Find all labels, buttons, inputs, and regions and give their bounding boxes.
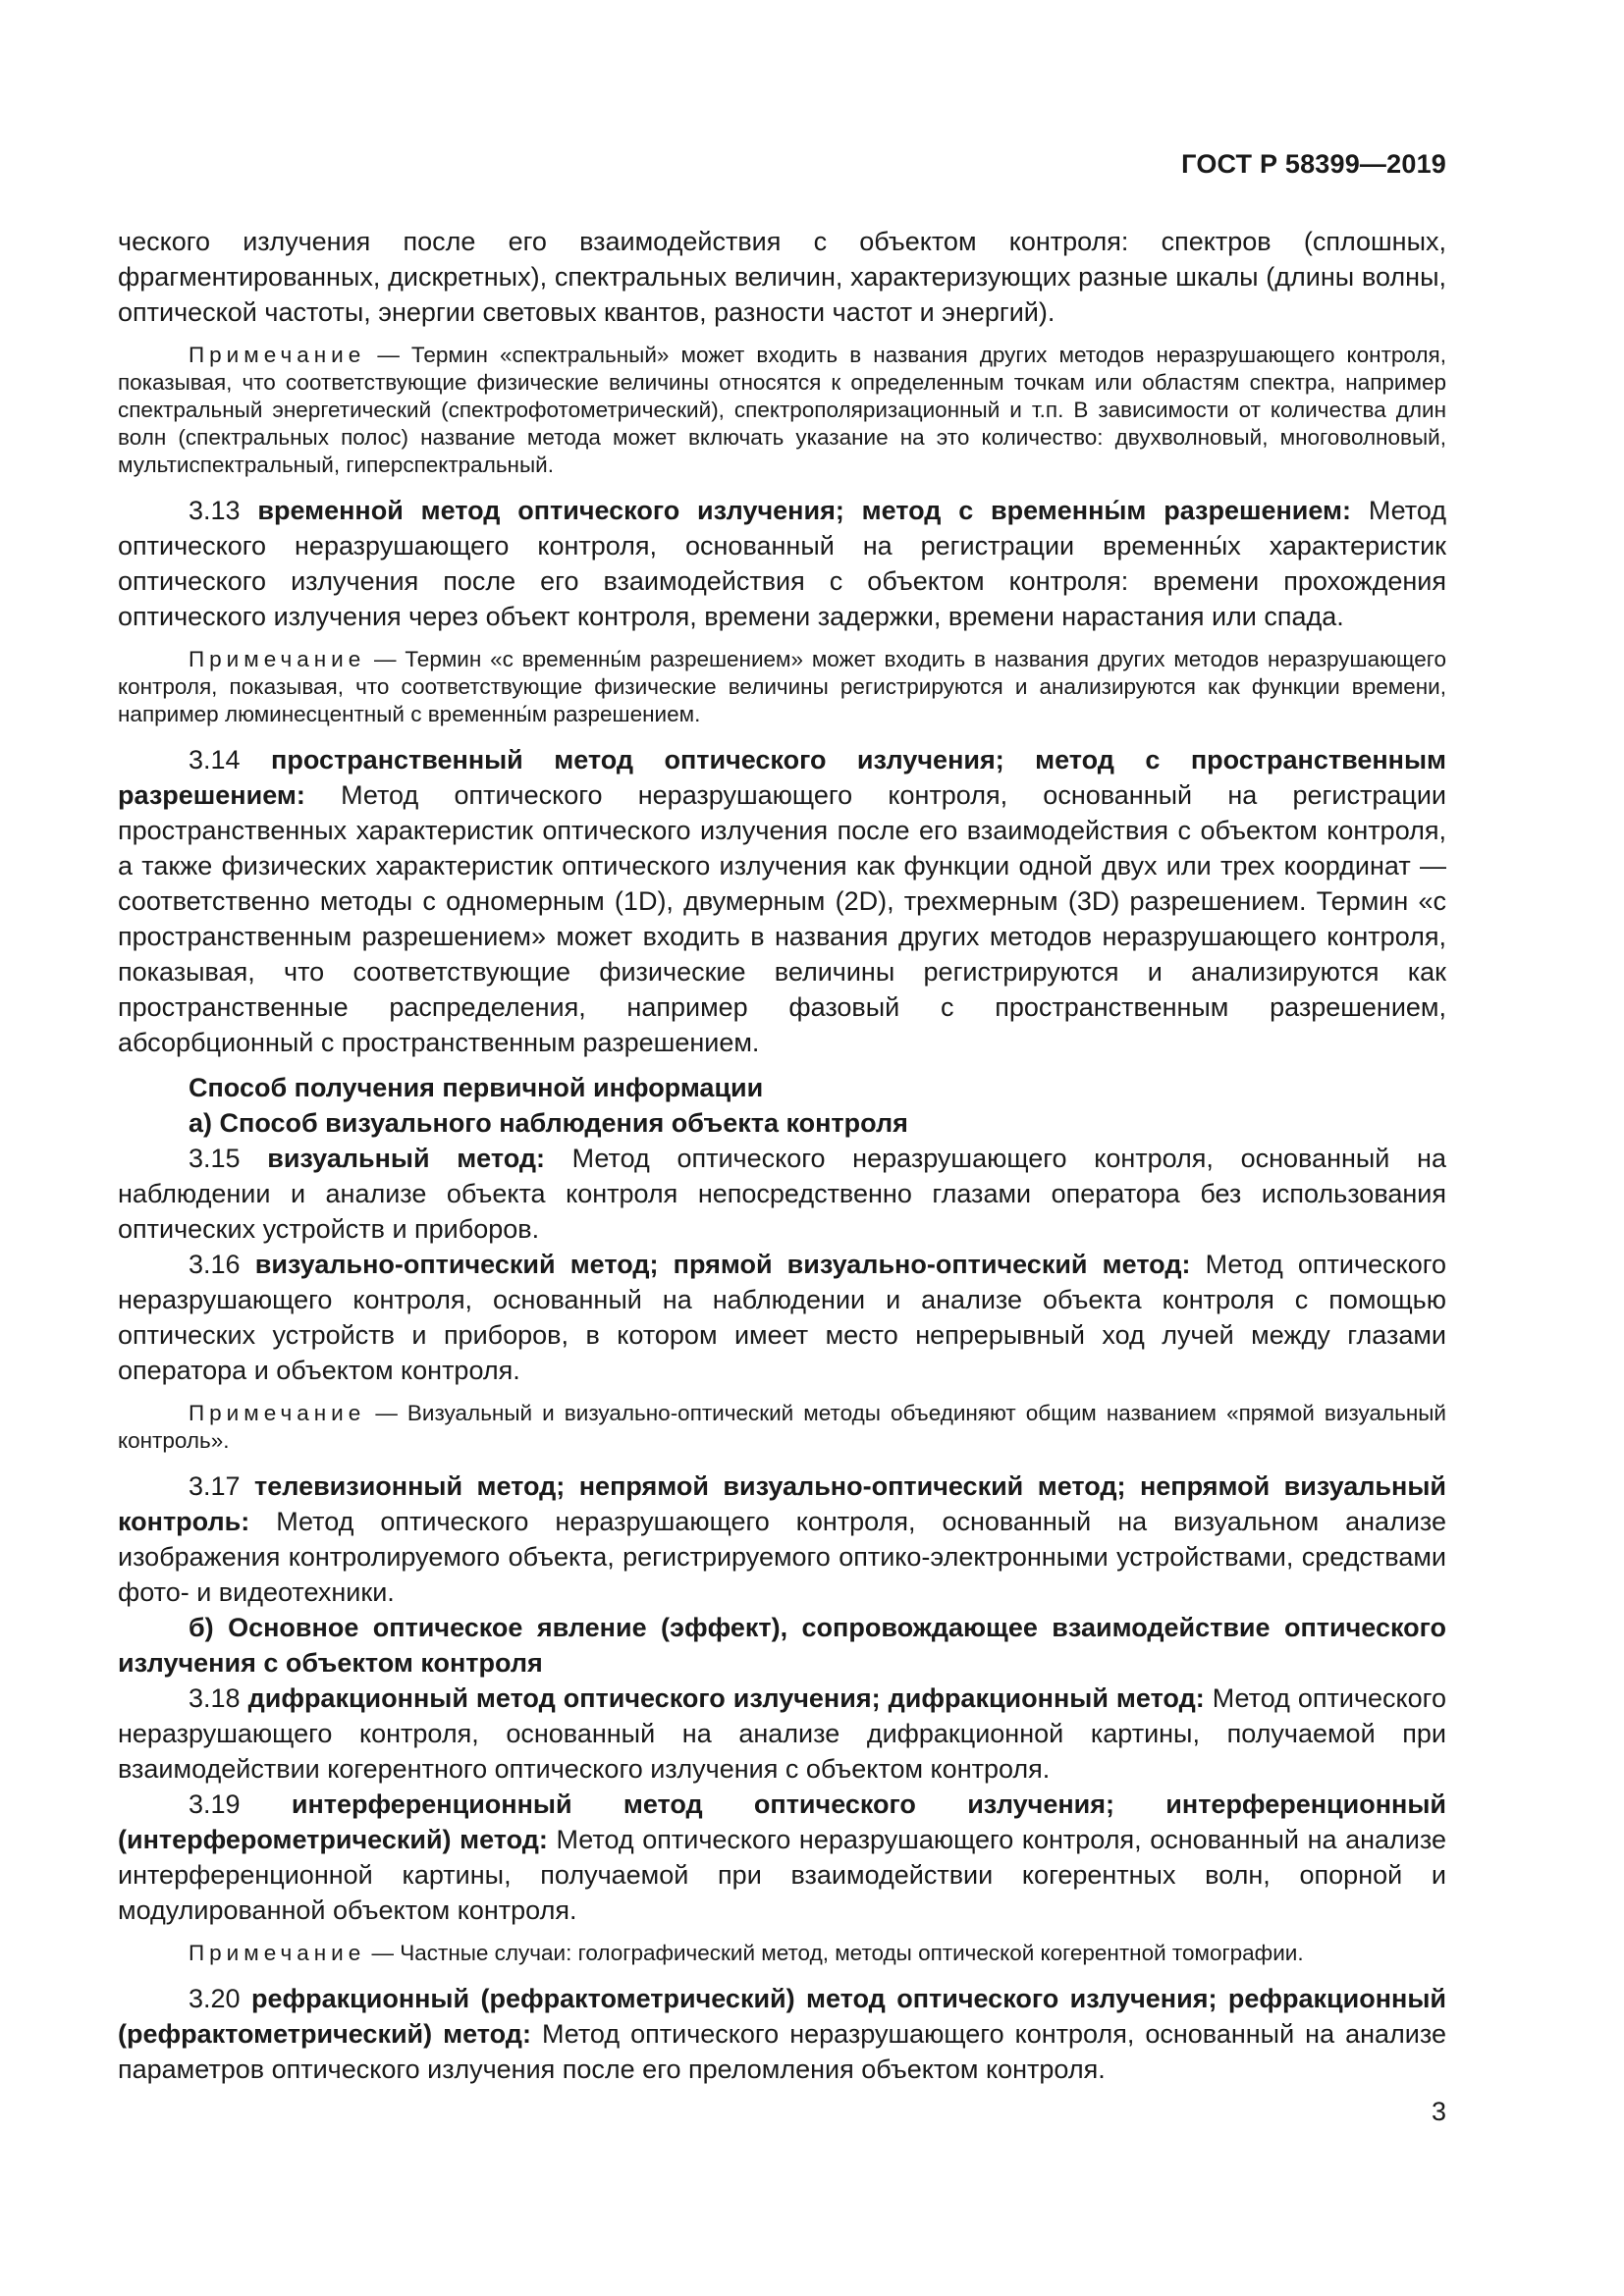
heading-visual-observation: а) Способ визуального наблюдения объекта контроля xyxy=(189,1108,908,1138)
note-text: — Термин «с временны́м разрешением» может входить в названия других методов неразрушающего контроля, показывая, что соответствующие физические величины регистрируются и анализируются как функции времени, например люминесцентный с временны́м разрешением. xyxy=(118,647,1446,726)
page-number: 3 xyxy=(1431,2097,1446,2126)
section-definition: Метод оптического неразрушающего контроля, основанный на анализе интерференционной картины, получаемой при взаимодействии когерентных волн, опорной и модулированной объектом контроля. xyxy=(118,1825,1446,1925)
section-definition: Метод оптического неразрушающего контроля, основанный на наблюдении и анализе объекта контроля непосредственно глазами оператора без использования оптических устройств и приборов. xyxy=(118,1144,1446,1244)
section-term: визуальный метод: xyxy=(267,1144,545,1173)
section-definition: Метод оптического неразрушающего контроля, основанный на регистрации временны́х характеристик оптического излучения после его взаимодействия с объектом контроля: времени прохождения оптического излучения через объект контроля, времени задержки, времени нарастания или спада. xyxy=(118,496,1446,631)
section-3-16 xyxy=(118,1247,1446,1388)
note-label: Примечание xyxy=(189,647,366,671)
note-text: — Визуальный и визуально-оптический методы объединяют общим названием «прямой визуальный контроль». xyxy=(118,1401,1446,1453)
section-term: временной метод оптического излучения; метод с временны́м разрешением: xyxy=(257,496,1352,525)
section-number: 3.16 xyxy=(189,1250,241,1279)
section-3-19 xyxy=(118,1787,1446,1928)
section-number: 3.13 xyxy=(189,496,241,525)
section-term: дифракционный метод оптического излучения; дифракционный метод: xyxy=(247,1683,1205,1713)
heading-primary-info: Способ получения первичной информации xyxy=(189,1073,764,1102)
section-term: телевизионный метод; непрямой визуально-оптический метод; непрямой визуальный контроль: xyxy=(118,1471,1446,1536)
note-spectral xyxy=(118,342,1446,479)
note-label: Примечание xyxy=(189,1401,366,1425)
section-term: пространственный метод оптического излучения; метод с пространственным разрешением: xyxy=(118,745,1446,810)
section-definition: Метод оптического неразрушающего контроля, основанный на анализе параметров оптического излучения после его преломления объектом контроля. xyxy=(118,2019,1446,2084)
section-definition: Метод оптического неразрушающего контроля, основанный на визуальном анализе изображения контролируемого объекта, регистрируемого оптико-электронными устройствами, средствами фото- и видеотехники. xyxy=(118,1507,1446,1607)
section-number: 3.17 xyxy=(189,1471,241,1501)
section-3-17 xyxy=(118,1468,1446,1610)
section-3-18 xyxy=(118,1681,1446,1787)
section-term: интерференционный метод оптического излучения; интерференционный (интерферометрический) метод: xyxy=(118,1789,1446,1854)
section-3-14 xyxy=(118,742,1446,1060)
section-number: 3.20 xyxy=(189,1984,241,2013)
document-header: ГОСТ Р 58399—2019 xyxy=(1181,149,1446,179)
section-definition: Метод оптического неразрушающего контроля, основанный на анализе дифракционной картины, получаемой при взаимодействии когерентного оптического излучения с объектом контроля. xyxy=(118,1683,1446,1784)
section-term: визуально-оптический метод; прямой визуально-оптический метод: xyxy=(254,1250,1191,1279)
heading-optical-effect: б) Основное оптическое явление (эффект), сопровождающее взаимодействие оптического излучения с объектом контроля xyxy=(118,1613,1446,1678)
intro-paragraph: ческого излучения после его взаимодействия с объектом контроля: спектров (сплошных, фрагментированных, дискретных), спектральных величин, характеризующих разные шкалы (длины волны, оптической частоты, энергии световых квантов, разности частот и энергий). xyxy=(118,227,1446,327)
note-text: — Термин «спектральный» может входить в названия других методов неразрушающего контроля, показывая, что соответствующие физические величины относятся к определенным точкам или областям спектра, например спектральный энергетический (спектрофотометрический), спектрополяризационный и т.п. В зависимости от количества длин волн (спектральных полос) название метода может включать указание на это количество: двухволновый, многоволновый, мультиспектральный, гиперспектральный. xyxy=(118,343,1446,477)
section-definition: Метод оптического неразрушающего контроля, основанный на регистрации пространственных характеристик оптического излучения после его взаимодействия с объектом контроля, а также физических характеристик оптического излучения как функции одной двух или трех координат — соответственно методы с одномерным (1D), двумерным (2D), трехмерным (3D) разрешением. Термин «с пространственным разрешением» может входить в названия других методов неразрушающего контроля, показывая, что соответствующие физические величины регистрируются и анализируются как пространственные распределения, например фазовый с пространственным разрешением, абсорбционный с пространственным разрешением. xyxy=(118,780,1446,1057)
note-direct-visual xyxy=(118,1400,1446,1455)
section-3-20 xyxy=(118,1981,1446,2087)
note-temporal xyxy=(118,646,1446,728)
section-3-15 xyxy=(118,1141,1446,1247)
section-number: 3.18 xyxy=(189,1683,241,1713)
section-definition: Метод оптического неразрушающего контроля, основанный на наблюдении и анализе объекта контроля с помощью оптических устройств и приборов, в котором имеет место непрерывный ход лучей между глазами оператора и объектом контроля. xyxy=(118,1250,1446,1385)
section-term: рефракционный (рефрактометрический) метод оптического излучения; рефракционный (рефрактометрический) метод: xyxy=(118,1984,1446,2049)
note-label: Примечание xyxy=(189,1941,366,1965)
section-3-13 xyxy=(118,493,1446,634)
note-label: Примечание xyxy=(189,343,366,367)
section-number: 3.19 xyxy=(189,1789,241,1819)
note-text: — Частные случаи: голографический метод, методы оптической когерентной томографии. xyxy=(371,1941,1304,1965)
section-number: 3.15 xyxy=(189,1144,241,1173)
note-interference xyxy=(118,1940,1446,1967)
section-number: 3.14 xyxy=(189,745,241,774)
document-body xyxy=(118,224,1446,2087)
